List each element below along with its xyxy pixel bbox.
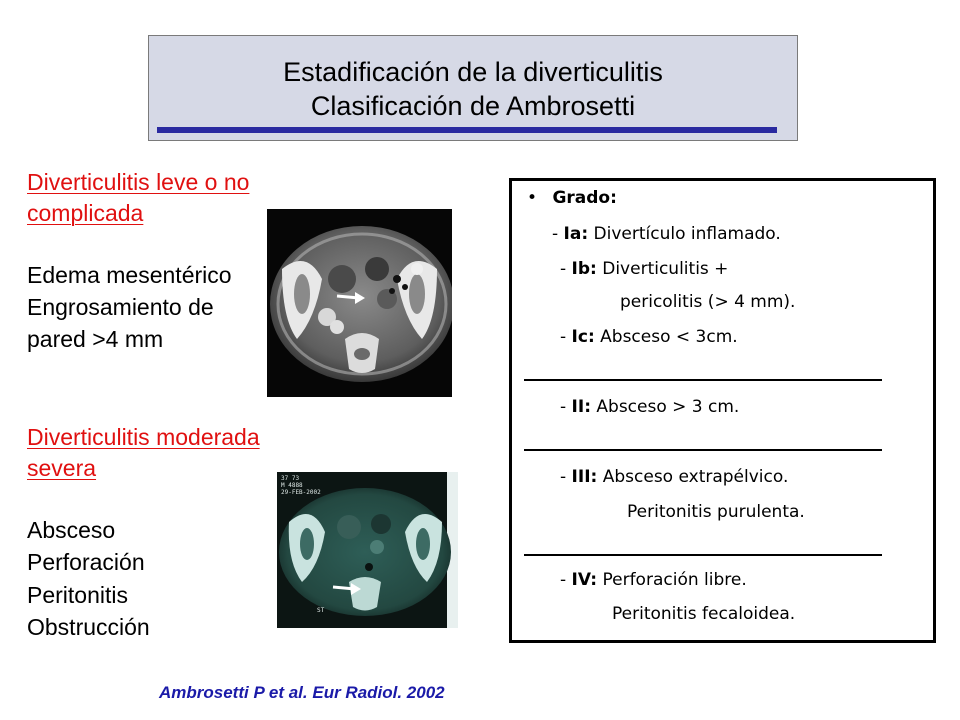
moderate-item: Perforación [27, 549, 145, 575]
moderate-item: Obstrucción [27, 614, 150, 640]
slide-title: Estadificación de la diverticulitis [283, 57, 663, 87]
moderate-heading-line1: Diverticulitis moderada [27, 424, 260, 450]
ct-scan-image-mild [267, 209, 452, 397]
grade-header-label: Grado: [552, 188, 617, 208]
grade-iv: - IV: Perforación libre. [560, 570, 747, 590]
title-underline [157, 127, 777, 133]
mild-item: pared >4 mm [27, 326, 164, 352]
grade-ic: - Ic: Absceso < 3cm. [560, 327, 738, 347]
svg-text:37 73: 37 73 [281, 475, 300, 482]
mild-item: Engrosamiento de [27, 294, 214, 320]
mild-heading-line1: Diverticulitis leve o no [27, 169, 250, 195]
grade-separator [524, 449, 882, 451]
svg-text:M 4888: M 4888 [281, 482, 303, 489]
bullet-icon: • [527, 188, 538, 208]
ambrosetti-grades-box [509, 178, 936, 643]
grade-iv-cont: Peritonitis fecaloidea. [612, 604, 796, 624]
ct-scan-image-severe [277, 472, 458, 628]
grade-ii: - II: Absceso > 3 cm. [560, 397, 740, 417]
grade-ib: - Ib: Diverticulitis + [560, 259, 729, 279]
title-box [148, 35, 798, 141]
grade-ia: - Ia: Divertículo inflamado. [552, 224, 781, 244]
grade-iii: - III: Absceso extrapélvico. [560, 467, 789, 487]
moderate-item: Peritonitis [27, 582, 128, 608]
grade-header [527, 187, 617, 209]
citation: Ambrosetti P et al. Eur Radiol. 2002 [159, 683, 445, 702]
svg-text:29-FEB-2002: 29-FEB-2002 [281, 489, 321, 496]
grade-separator [524, 379, 882, 381]
moderate-item: Absceso [27, 517, 116, 543]
slide-subtitle: Clasificación de Ambrosetti [310, 91, 636, 121]
mild-heading-line2: complicada [27, 200, 144, 226]
grade-separator [524, 554, 882, 556]
moderate-heading-line2: severa [27, 455, 97, 481]
grade-ib-cont: pericolitis (> 4 mm). [620, 292, 796, 312]
svg-text:ST: ST [317, 607, 325, 614]
grade-iii-cont: Peritonitis purulenta. [627, 502, 805, 522]
mild-item: Edema mesentérico [27, 262, 232, 288]
